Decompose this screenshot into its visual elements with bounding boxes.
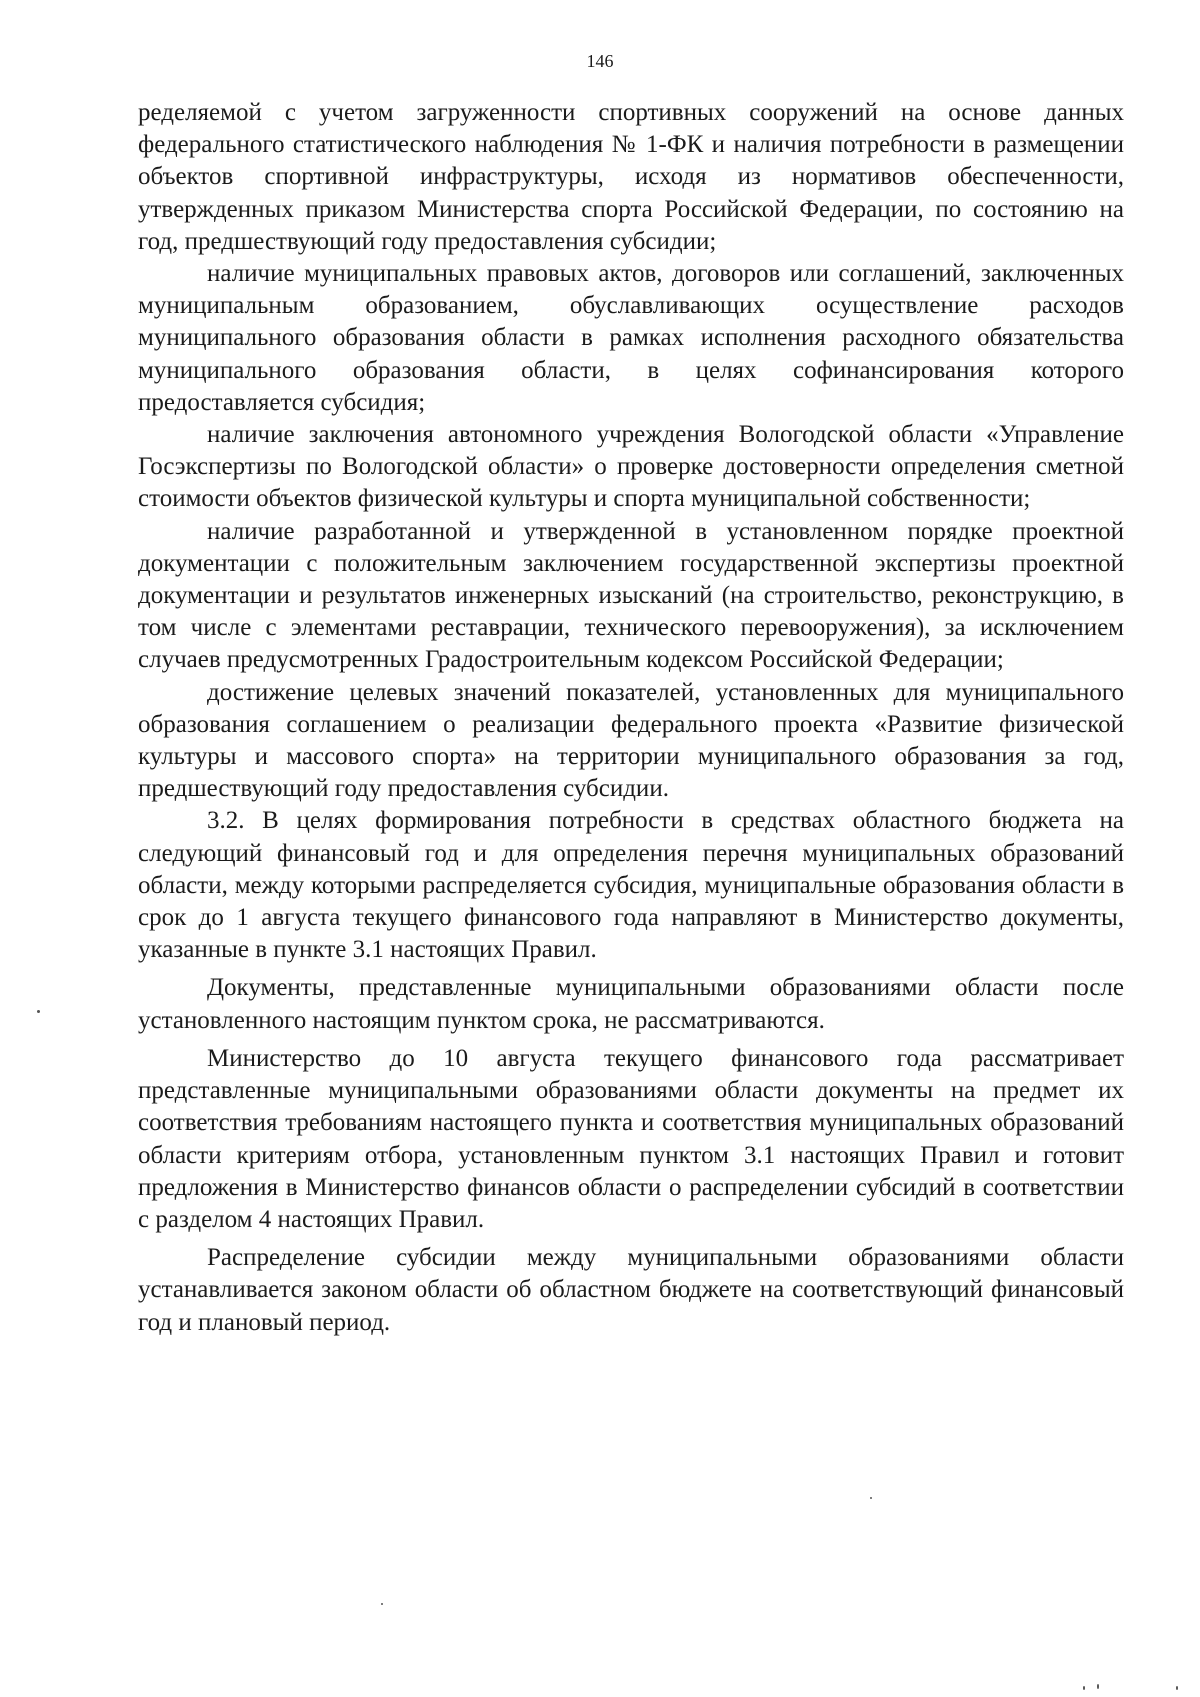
scan-speck xyxy=(870,1497,872,1499)
scan-speck xyxy=(381,1603,383,1605)
paragraph-6: 3.2. В целях формирования потребности в средствах областного бюджета на следующий финансовый год и для определения перечня муниципальных образований области, между которыми распределяется субсидия, муниципальные образования области в срок до 1 августа текущего финансового года направляют в Министерство документы, указанные в пункте 3.1 настоящих Правил. xyxy=(138,807,1124,964)
scan-speck xyxy=(1083,1686,1085,1690)
paragraph-2: наличие муниципальных правовых актов, договоров или соглашений, заключенных муниципальным образованием, обуславливающих осуществление расходов муниципального образования области в рамках исполнения расходного обязательства муниципального образования области, в целях софинансирования которого предоставляется субсидия; xyxy=(138,260,1124,416)
paragraph-8: Министерство до 10 августа текущего финансового года рассматривает представленные муниципальными образованиями области документы на предмет их соответствия требованиям настоящего пункта и соответствия муниципальных образований области критериям отбора, установленным пунктом 3.1 настоящих Правил и готовит предложения в Министерство финансов области о распределении субсидий в соответствии с разделом 4 настоящих Правил. xyxy=(138,1044,1124,1233)
paragraph-5: достижение целевых значений показателей, установленных для муниципального образования соглашением о реализации федерального проекта «Развитие физической культуры и массового спорта» на территории муниципального образования за год, предшествующий году предоставления субсидии. xyxy=(138,678,1124,803)
paragraph-4: наличие разработанной и утвержденной в установленном порядке проектной документации с положительным заключением государственной экспертизы проектной документации и результатов инженерных изысканий (на строительство, реконструкцию, в том числе с элементами реставрации, технического перевооружения), за исключением случаев предусмотренных Градостроительным кодексом Российской Федерации; xyxy=(138,517,1124,674)
paragraph-9: Распределение субсидии между муниципальными образованиями области устанавливается законом области об областном бюджете на соответствующий финансовый год и плановый период. xyxy=(138,1244,1124,1336)
scan-speck xyxy=(37,1010,40,1013)
scan-speck xyxy=(1176,1686,1178,1690)
paragraph-1: ределяемой с учетом загруженности спортивных сооружений на основе данных федерального статистического наблюдения № 1-ФК и наличия потребности в размещении объектов спортивной инфраструктуры, исходя из нормативов обеспеченности, утвержденных приказом Министерства спорта Российской Федерации, по состоянию на год, предшествующий году предоставления субсидии; xyxy=(138,99,1124,255)
paragraph-7: Документы, представленные муниципальными образованиями области после установленного настоящим пунктом срока, не рассматриваются. xyxy=(138,974,1124,1034)
page-number: 146 xyxy=(586,51,614,71)
paragraph-3: наличие заключения автономного учреждения Вологодской области «Управление Госэкспертизы по Вологодской области» о проверке достоверности определения сметной стоимости объектов физической культуры и спорта муниципальной собственности; xyxy=(138,421,1124,513)
scan-speck xyxy=(1097,1684,1099,1689)
document-body xyxy=(138,97,1124,1339)
